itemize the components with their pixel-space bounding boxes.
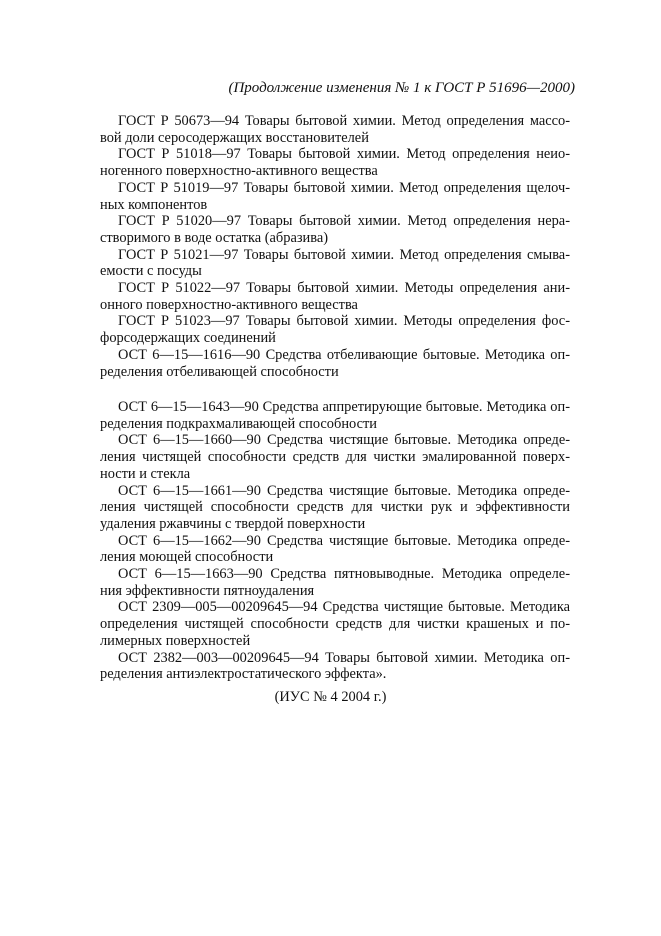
entry-line: ГОСТ Р 51018—97 Товары бытовой химии. Метод определения неио- — [118, 146, 570, 163]
entry-line: ных компонентов — [100, 196, 208, 213]
standard-entry — [100, 650, 570, 683]
entry-line: вой доли серосодержащих восстановителей — [100, 129, 369, 146]
standard-entry — [100, 113, 570, 146]
entry-line: ОСТ 2382—003—00209645—94 Товары бытовой химии. Методика оп- — [118, 649, 570, 666]
entry-line: ления моющей способности — [100, 549, 274, 566]
standard-entry — [100, 599, 570, 649]
standard-entry — [100, 566, 570, 599]
entry-line: ОСТ 6—15—1663—90 Средства пятновыводные. Методика определе- — [118, 566, 570, 583]
entry-line: определения чистящей способности средств для чистки крашеных и по- — [100, 616, 570, 633]
entry-line: ГОСТ Р 51022—97 Товары бытовой химии. Методы определения ани- — [118, 280, 570, 297]
entry-line: ределения антиэлектростатического эффекта». — [100, 666, 387, 683]
entry-line: ОСТ 6—15—1661—90 Средства чистящие бытовые. Методика опреде- — [118, 482, 570, 499]
standard-entry — [100, 399, 570, 432]
source-reference: (ИУС № 4 2004 г.) — [274, 689, 387, 705]
entry-line: лимерных поверхностей — [100, 632, 251, 649]
entry-line: ГОСТ Р 51020—97 Товары бытовой химии. Метод определения нера- — [118, 213, 570, 230]
entry-line: ОСТ 6—15—1643—90 Средства аппретирующие бытовые. Методика оп- — [118, 399, 570, 415]
continuation-header: (Продолжение изменения № 1 к ГОСТ Р 51696—2000) — [228, 80, 575, 96]
entry-line: ределения отбеливающей способности — [100, 363, 339, 380]
entry-line: удаления ржавчины с твердой поверхности — [100, 515, 366, 532]
entry-line: ГОСТ Р 51021—97 Товары бытовой химии. Метод определения смыва- — [118, 246, 570, 263]
entry-line: емости с посуды — [100, 263, 202, 280]
entry-line: ОСТ 6—15—1616—90 Средства отбеливающие бытовые. Методика оп- — [118, 346, 570, 363]
standards-list-part-1 — [100, 113, 570, 380]
entry-line: ОСТ 6—15—1660—90 Средства чистящие бытовые. Методика опреде- — [118, 432, 570, 449]
entry-line: форсодержащих соединений — [100, 330, 276, 347]
entry-line: ГОСТ Р 51023—97 Товары бытовой химии. Методы определения фос- — [118, 313, 570, 330]
standard-entry — [100, 280, 570, 313]
standard-entry — [100, 347, 570, 380]
entry-line: ления чистящей способности средств для чистки эмалированной поверх- — [100, 449, 570, 466]
entry-line: ногенного поверхностно-активного вещества — [100, 163, 378, 180]
entry-line: ния эффективности пятноудаления — [100, 582, 315, 599]
entry-line: ГОСТ Р 50673—94 Товары бытовой химии. Метод определения массо- — [118, 113, 570, 129]
standard-entry — [100, 483, 570, 533]
standard-entry — [100, 533, 570, 566]
entry-line: ности и стекла — [100, 465, 191, 482]
entry-line: ОСТ 2309—005—00209645—94 Средства чистящие бытовые. Методика — [118, 599, 570, 616]
standard-entry — [100, 313, 570, 346]
standards-list-part-2 — [100, 399, 570, 683]
entry-line: ления чистящей способности средств для чистки рук и эффективности — [100, 499, 570, 516]
standard-entry — [100, 180, 570, 213]
entry-line: онного поверхностно-активного вещества — [100, 296, 358, 313]
entry-line: ОСТ 6—15—1662—90 Средства чистящие бытовые. Методика опреде- — [118, 532, 570, 549]
entry-line: створимого в воде остатка (абразива) — [100, 229, 329, 246]
standard-entry — [100, 146, 570, 179]
entry-line: ГОСТ Р 51019—97 Товары бытовой химии. Метод определения щелоч- — [118, 179, 570, 196]
entry-line: ределения подкрахмаливающей способности — [100, 415, 377, 432]
standard-entry — [100, 432, 570, 482]
standard-entry — [100, 247, 570, 280]
standard-entry — [100, 213, 570, 246]
